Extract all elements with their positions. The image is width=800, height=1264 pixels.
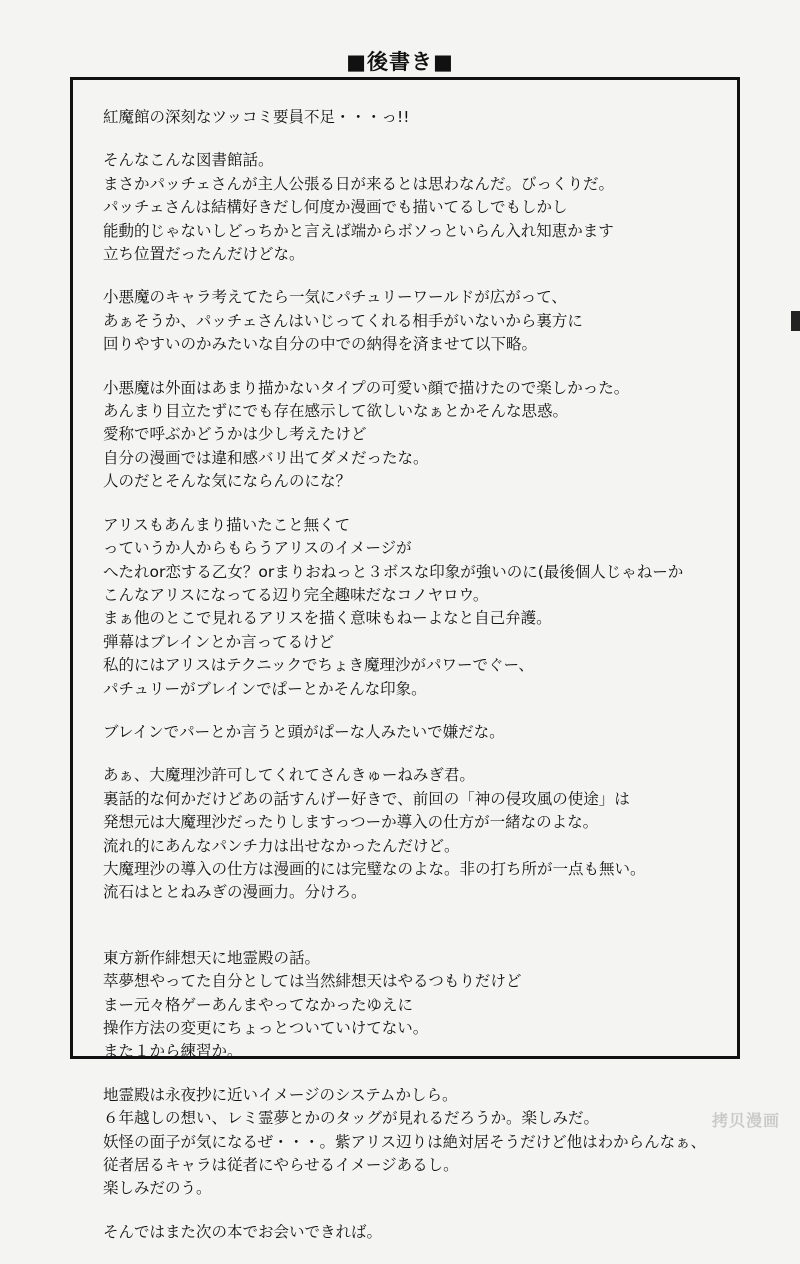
text-line: まさかパッチェさんが主人公張る日が来るとは思わなんだ。びっくりだ。 [103,174,615,193]
text-line: あんまり目立たずにでも存在感示して欲しいなぁとかそんな思惑。 [103,402,569,421]
text-line: 裏話的な何かだけどあの話すんげー好きで、前回の「神の侵攻風の使途」は [103,789,630,808]
text-line: 楽しみだのう。 [103,1179,212,1198]
text-line: 流れ的にあんなパンチ力は出せなかったんだけど。 [103,836,460,855]
paragraph [103,1084,713,1201]
text-line: 流石はととねみぎの漫画力。分けろ。 [103,883,367,902]
text-line: っていうか人からもらうアリスのイメージが [103,539,412,558]
page-edge-mark [791,311,800,331]
text-line: 大魔理沙の導入の仕方は漫画的には完璧なのよな。非の打ち所が一点も無い。 [103,859,646,878]
paragraph [103,764,713,904]
text-line: あぁ、大魔理沙許可してくれてさんきゅーねみぎ君。 [103,766,475,785]
text-line: 能動的じゃないしどっちかと言えば端からボソっといらん入れ知恵かます [103,221,614,240]
paragraph [103,947,713,1064]
text-line: 立ち位置だったんだけどな。 [103,245,305,264]
text-line: ６年越しの想い、レミ霊夢とかのタッグが見れるだろうか。楽しみだ。 [103,1109,600,1128]
text-line: 地霊殿は永夜抄に近いイメージのシステムかしら。 [103,1085,458,1104]
paragraph [103,106,713,129]
text-line: 従者居るキャラは従者にやらせるイメージあるし。 [103,1156,459,1175]
text-line: 発想元は大魔理沙だったりしますっつーか導入の仕方が一緒なのよな。 [103,813,599,832]
text-line: ブレインでパーとか言うと頭がぱーな人みたいで嫌だな。 [103,722,505,741]
text-line: 愛称で呼ぶかどうかは少し考えたけど [103,425,367,444]
text-line: 紅魔館の深刻なツッコミ要員不足・・・っ!! [103,108,410,126]
text-line: 人のだとそんな気にならんのにな？ [103,472,352,491]
text-line: へたれor恋する乙女？orまりおねっと３ボスな印象が強いのに(最後個人じゃねーか [103,562,684,581]
text-line: パッチェさんは結構好きだし何度か漫画でも描いてるしでもしかし [103,198,568,217]
text-line: また１から練習か。 [103,1042,243,1061]
afterword-body [103,106,713,1264]
text-line: 小悪魔は外面はあまり描かないタイプの可愛い顔で描けたので楽しかった。 [103,378,630,397]
text-line: パチュリーがブレインでぱーとかそんな印象。 [103,679,427,698]
text-line: 私的にはアリスはテクニックでちょき魔理沙がパワーでぐー、 [103,656,534,675]
text-line: 弾幕はブレインとか言ってるけど [103,632,335,651]
text-line: そんではまた次の本でお会いできれば。 [103,1222,383,1241]
text-line: 操作方法の変更にちょっとついていけてない。 [103,1019,429,1037]
text-line: こんなアリスになってる辺り完全趣味だなコノヤロウ。 [103,585,489,604]
paragraph [103,286,713,356]
text-line: まぁ他のとこで見れるアリスを描く意味もねーよなと自己弁護。 [103,609,552,628]
page-title: ■後書き■ [346,50,454,74]
text-line: まー元々格ゲーあんまやってなかったゆえに [103,995,414,1014]
text-line: 自分の漫画では違和感バリ出てダメだったな。 [103,448,429,467]
watermark: 拷贝漫画 [711,1111,780,1130]
paragraph [103,149,713,266]
paragraph [103,1221,713,1244]
paragraph [103,377,713,494]
text-line: 小悪魔のキャラ考えてたら一気にパチュリーワールドが広がって、 [103,288,567,307]
paragraph [103,721,713,744]
text-line: 萃夢想やってた自分としては当然緋想天はやるつもりだけど [103,972,522,991]
text-line: 妖怪の面子が気になるぜ・・・。紫アリス辺りは絶対居そうだけど他はわからんなぁ、 [103,1132,707,1151]
text-line: 回りやすいのかみたいな自分の中での納得を済ませて以下略。 [103,335,538,354]
text-line: あぁそうか、パッチェさんはいじってくれる相手がいないから裏方に [103,311,583,330]
text-line: アリスもあんまり描いたこと無くて [103,515,351,534]
text-line: そんなこんな図書館話。 [103,151,274,170]
text-line: 東方新作緋想天に地霊殿の話。 [103,948,321,967]
paragraph [103,514,713,701]
